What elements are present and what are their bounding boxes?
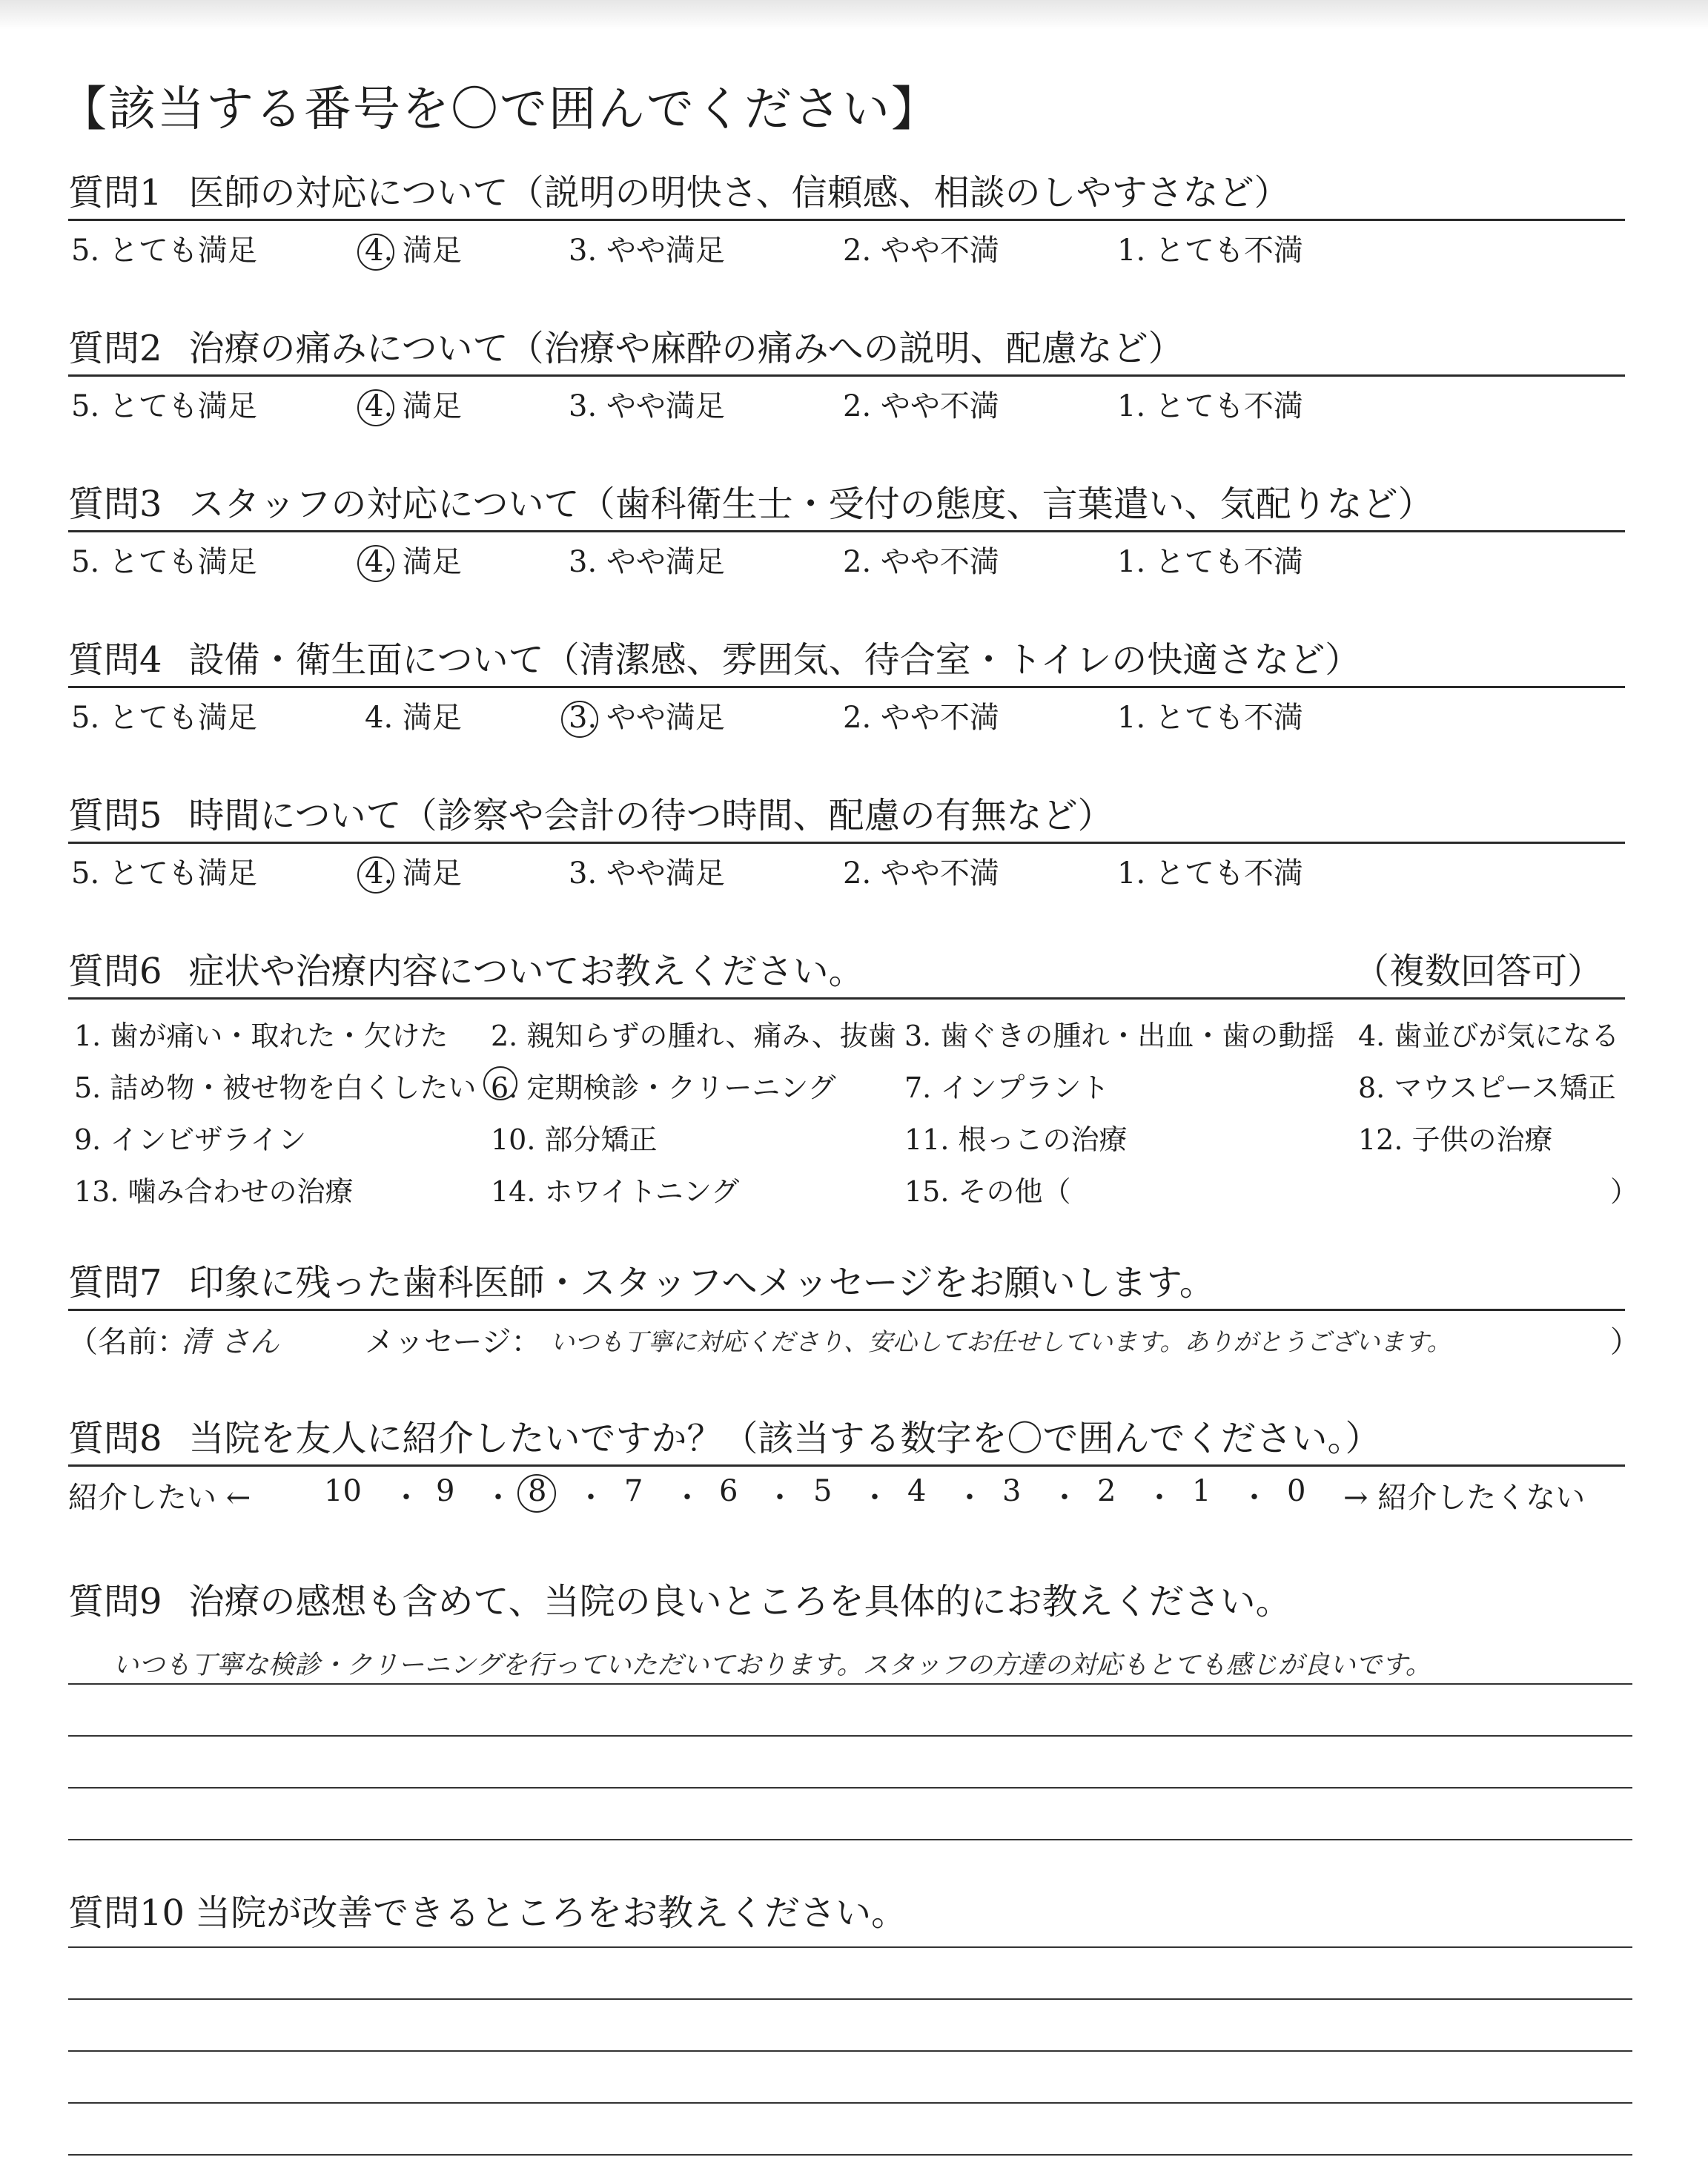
- scale-9[interactable]: 9: [436, 1474, 455, 1508]
- question-5-options: [68, 844, 1625, 891]
- option-3[interactable]: 3. やや満足: [569, 856, 725, 891]
- scale-dot: ・: [1145, 1481, 1174, 1515]
- page-header: 【該当する番号を〇で囲んでください】: [59, 82, 940, 137]
- question-3-title: 質問3 スタッフの対応について（歯科衛生士・受付の態度、言葉遣い、気配りなど）: [68, 478, 1625, 532]
- name-value[interactable]: 清 さん: [181, 1325, 279, 1359]
- scale-dot: ・: [483, 1481, 513, 1515]
- q9-answer-line-3[interactable]: [68, 1735, 1632, 1789]
- question-2: [68, 323, 1625, 421]
- symptom-6-circled[interactable]: 6. 定期検診・クリーニング: [491, 1065, 836, 1106]
- scale-dot: ・: [576, 1481, 606, 1515]
- option-2[interactable]: 2. やや不満: [843, 234, 999, 268]
- multiple-answers-note: （複数回答可）: [1353, 951, 1603, 992]
- option-3[interactable]: 3. やや満足: [569, 545, 725, 579]
- q10-answer-line-1[interactable]: [68, 1895, 1632, 1948]
- option-3[interactable]: 3. やや満足: [569, 234, 725, 268]
- option-5[interactable]: 5. とても満足: [71, 234, 257, 268]
- scale-dot: ・: [955, 1481, 984, 1515]
- question-9: [68, 1576, 1625, 1628]
- other-close-paren: ）: [1610, 1175, 1639, 1208]
- q10-answer-line-4[interactable]: [68, 2050, 1632, 2104]
- option-1[interactable]: 1. とても不満: [1117, 545, 1303, 579]
- option-3-circled[interactable]: 3. やや満足: [569, 701, 725, 735]
- option-4-circled[interactable]: 4. 満足: [365, 389, 462, 423]
- scale-right-label: → 紹介したくない: [1343, 1481, 1586, 1515]
- symptom-10[interactable]: 10. 部分矯正: [491, 1123, 658, 1156]
- q9-answer-line-4[interactable]: [68, 1787, 1632, 1840]
- scale-dot: ・: [1239, 1481, 1269, 1515]
- question-6-options: [68, 1000, 1639, 1215]
- question-5: [68, 790, 1625, 891]
- scale-5[interactable]: 5: [813, 1474, 833, 1508]
- message-label: メッセージ：: [365, 1325, 541, 1359]
- question-5-title: 質問5 時間について（診察や会計の待つ時間、配慮の有無など）: [68, 790, 1625, 844]
- option-1[interactable]: 1. とても不満: [1117, 389, 1303, 423]
- option-2[interactable]: 2. やや不満: [843, 856, 999, 891]
- symptom-4[interactable]: 4. 歯並びが気になる: [1358, 1020, 1620, 1052]
- symptom-8[interactable]: 8. マウスピース矯正: [1358, 1071, 1616, 1104]
- question-4-title: 質問4 設備・衛生面について（清潔感、雰囲気、待合室・トイレの快適さなど）: [68, 634, 1625, 688]
- symptom-9[interactable]: 9. インビザライン: [74, 1123, 307, 1156]
- circle-mark: [561, 701, 598, 738]
- scale-6[interactable]: 6: [719, 1474, 738, 1508]
- option-2[interactable]: 2. やや不満: [843, 701, 999, 735]
- option-3[interactable]: 3. やや満足: [569, 389, 725, 423]
- q9-answer-text: いつも丁寧な検診・クリーニングを行っていただいております。スタッフの方達の対応もとても感じが良いです。: [113, 1651, 1431, 1680]
- option-5[interactable]: 5. とても満足: [71, 856, 257, 891]
- question-1: [68, 167, 1625, 268]
- option-5[interactable]: 5. とても満足: [71, 545, 257, 579]
- symptom-11[interactable]: 11. 根っこの治療: [904, 1123, 1128, 1156]
- circle-mark: [483, 1066, 517, 1100]
- question-3-options: [68, 532, 1625, 577]
- symptom-3[interactable]: 3. 歯ぐきの腫れ・出血・歯の動揺: [904, 1020, 1335, 1052]
- option-2[interactable]: 2. やや不満: [843, 389, 999, 423]
- circle-mark: [357, 389, 394, 426]
- option-2[interactable]: 2. やや不満: [843, 545, 999, 579]
- question-9-title: 質問9 治療の感想も含めて、当院の良いところを具体的にお教えください。: [68, 1581, 1291, 1622]
- symptom-7[interactable]: 7. インプラント: [904, 1071, 1110, 1104]
- q9-answer-line-1[interactable]: [68, 1631, 1632, 1685]
- scale-3[interactable]: 3: [1002, 1474, 1022, 1508]
- scale-7[interactable]: 7: [624, 1474, 643, 1508]
- scale-4[interactable]: 4: [907, 1474, 927, 1508]
- option-4[interactable]: 4. 満足: [365, 701, 462, 735]
- question-4: [68, 634, 1625, 733]
- recommend-scale: [68, 1467, 1625, 1519]
- scale-2[interactable]: 2: [1097, 1474, 1116, 1508]
- question-8: [68, 1413, 1625, 1519]
- option-4-circled[interactable]: 4. 満足: [365, 545, 462, 579]
- scale-dot: ・: [391, 1481, 421, 1515]
- question-2-title: 質問2 治療の痛みについて（治療や麻酔の痛みへの説明、配慮など）: [68, 323, 1625, 377]
- question-7: [68, 1257, 1640, 1363]
- symptom-2[interactable]: 2. 親知らずの腫れ、痛み、抜歯: [491, 1020, 896, 1052]
- q10-answer-line-5[interactable]: [68, 2102, 1632, 2156]
- circle-mark: [357, 856, 394, 894]
- question-8-title: 質問8 当院を友人に紹介したいですか？（該当する数字を〇で囲んでください。）: [68, 1413, 1625, 1467]
- symptom-13[interactable]: 13. 噛み合わせの治療: [74, 1175, 354, 1208]
- circle-mark: [517, 1474, 556, 1513]
- scale-dot: ・: [765, 1481, 795, 1515]
- option-1[interactable]: 1. とても不満: [1117, 234, 1303, 268]
- q10-answer-line-2[interactable]: [68, 1946, 1632, 2000]
- question-3: [68, 478, 1625, 577]
- symptom-14[interactable]: 14. ホワイトニング: [491, 1175, 740, 1208]
- option-1[interactable]: 1. とても不満: [1117, 701, 1303, 735]
- symptom-12[interactable]: 12. 子供の治療: [1358, 1123, 1553, 1156]
- option-5[interactable]: 5. とても満足: [71, 389, 257, 423]
- scale-10[interactable]: 10: [324, 1474, 362, 1508]
- scale-left-label: 紹介したい ←: [68, 1481, 251, 1515]
- option-5[interactable]: 5. とても満足: [71, 701, 257, 735]
- q9-answer-line-2[interactable]: [68, 1683, 1632, 1737]
- symptom-1[interactable]: 1. 歯が痛い・取れた・欠けた: [74, 1020, 448, 1052]
- question-1-title: 質問1 医師の対応について（説明の明快さ、信頼感、相談のしやすさなど）: [68, 167, 1625, 221]
- scale-dot: ・: [672, 1481, 702, 1515]
- scale-dot: ・: [1050, 1481, 1079, 1515]
- message-row: [68, 1311, 1640, 1363]
- question-10-title: 質問10 当院が改善できるところをお教えください。: [68, 1892, 907, 1934]
- question-1-options: [68, 221, 1625, 268]
- scale-8-circled[interactable]: 8: [528, 1474, 546, 1508]
- q10-answer-line-3[interactable]: [68, 1998, 1632, 2052]
- message-close-paren: ）: [1610, 1325, 1640, 1359]
- question-6-title: 質問6 症状や治療内容についてお教えください。 （複数回答可）: [68, 945, 1625, 1000]
- option-4-circled[interactable]: 4. 満足: [365, 234, 462, 268]
- symptom-5[interactable]: 5. 詰め物・被せ物を白くしたい: [74, 1071, 477, 1104]
- question-4-options: [68, 688, 1625, 733]
- scale-1[interactable]: 1: [1192, 1474, 1211, 1508]
- scale-dot: ・: [860, 1481, 890, 1515]
- question-6: [68, 945, 1639, 1215]
- symptom-15-other[interactable]: 15. その他（: [904, 1175, 1071, 1208]
- option-4-circled[interactable]: 4. 満足: [365, 856, 462, 891]
- scale-0[interactable]: 0: [1287, 1474, 1306, 1508]
- circle-mark: [357, 545, 394, 582]
- question-7-title: 質問7 印象に残った歯科医師・スタッフへメッセージをお願いします。: [68, 1257, 1625, 1311]
- question-2-options: [68, 377, 1625, 421]
- circle-mark: [357, 234, 394, 271]
- name-label: （名前：: [68, 1325, 187, 1359]
- message-value[interactable]: いつも丁寧に対応くださり、安心してお任せしています。ありがとうございます。: [550, 1327, 1452, 1356]
- option-1[interactable]: 1. とても不満: [1117, 856, 1303, 891]
- scan-edge: [0, 0, 1708, 30]
